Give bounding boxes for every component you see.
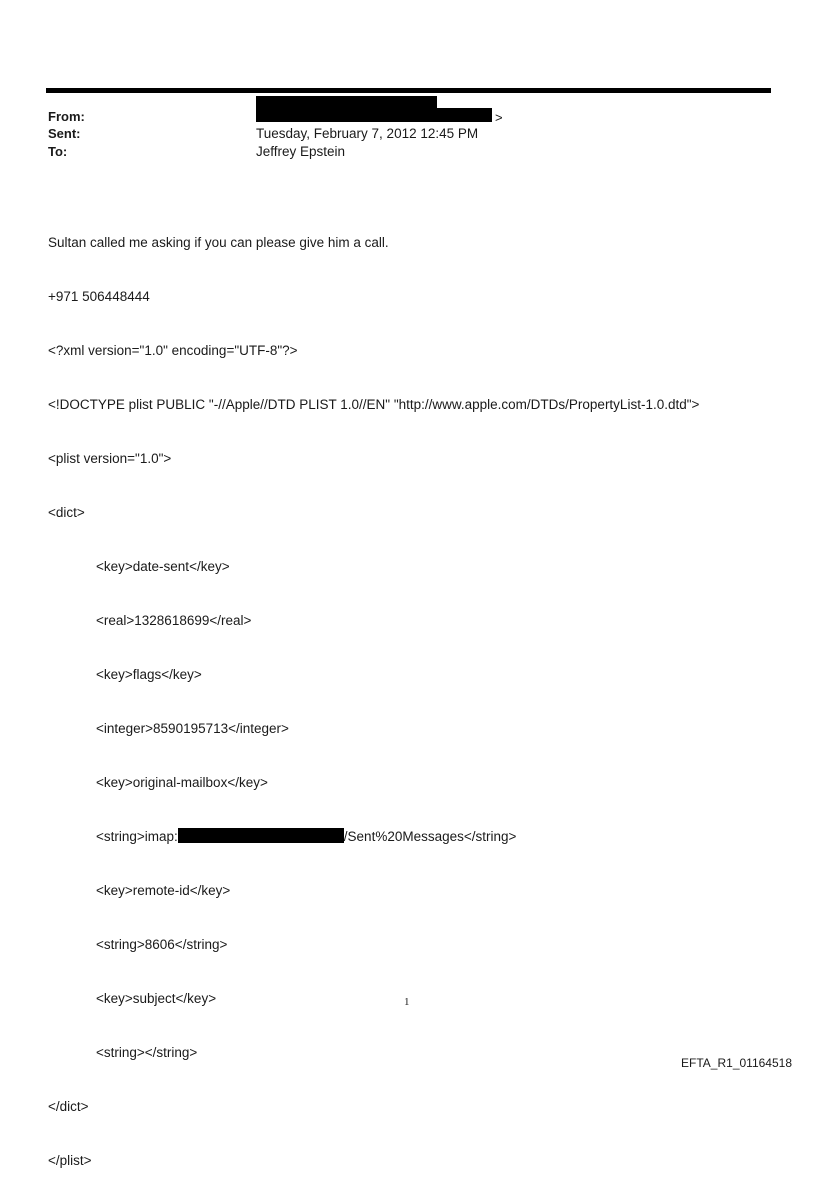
body-line: <plist version="1.0"> bbox=[48, 451, 172, 466]
body-line: <key>original-mailbox</key> bbox=[96, 775, 268, 790]
sent-label: Sent: bbox=[48, 126, 81, 141]
phone-number: +971 506448444 bbox=[48, 289, 150, 304]
redaction-block bbox=[178, 828, 344, 843]
body-line: <string>8606</string> bbox=[96, 937, 228, 952]
body-line: </dict> bbox=[48, 1099, 89, 1114]
to-value: Jeffrey Epstein bbox=[256, 144, 346, 159]
body-line: <integer>8590195713</integer> bbox=[96, 721, 289, 736]
body-line: <string></string> bbox=[96, 1045, 198, 1060]
body-line: <?xml version="1.0" encoding="UTF-8"?> bbox=[48, 343, 298, 358]
from-email-suffix: > bbox=[495, 110, 503, 125]
body-line bbox=[48, 828, 699, 846]
bates-number: EFTA_R1_01164518 bbox=[681, 1056, 792, 1070]
message-body bbox=[48, 198, 699, 1188]
body-line: </plist> bbox=[48, 1153, 92, 1168]
body-line: <key>flags</key> bbox=[96, 667, 202, 682]
imap-suffix: /Sent%20Messages</string> bbox=[343, 829, 517, 844]
from-label: From: bbox=[48, 109, 85, 124]
page-number: 1 bbox=[404, 996, 410, 1008]
redaction-block bbox=[256, 108, 492, 122]
body-line: Sultan called me asking if you can please give him a call. bbox=[48, 235, 389, 250]
body-line: <key>date-sent</key> bbox=[96, 559, 230, 574]
header-rule bbox=[46, 88, 771, 93]
body-line: <dict> bbox=[48, 505, 85, 520]
imap-prefix: <string>imap: bbox=[96, 829, 178, 844]
sent-value: Tuesday, February 7, 2012 12:45 PM bbox=[256, 126, 479, 141]
body-line: <!DOCTYPE plist PUBLIC "-//Apple//DTD PLIST 1.0//EN" "http://www.apple.com/DTDs/PropertyList-1.0.dtd"> bbox=[48, 397, 700, 412]
body-line: <key>subject</key> bbox=[96, 991, 217, 1006]
body-line: <real>1328618699</real> bbox=[96, 613, 252, 628]
to-label: To: bbox=[48, 144, 68, 159]
body-line: <key>remote-id</key> bbox=[96, 883, 231, 898]
